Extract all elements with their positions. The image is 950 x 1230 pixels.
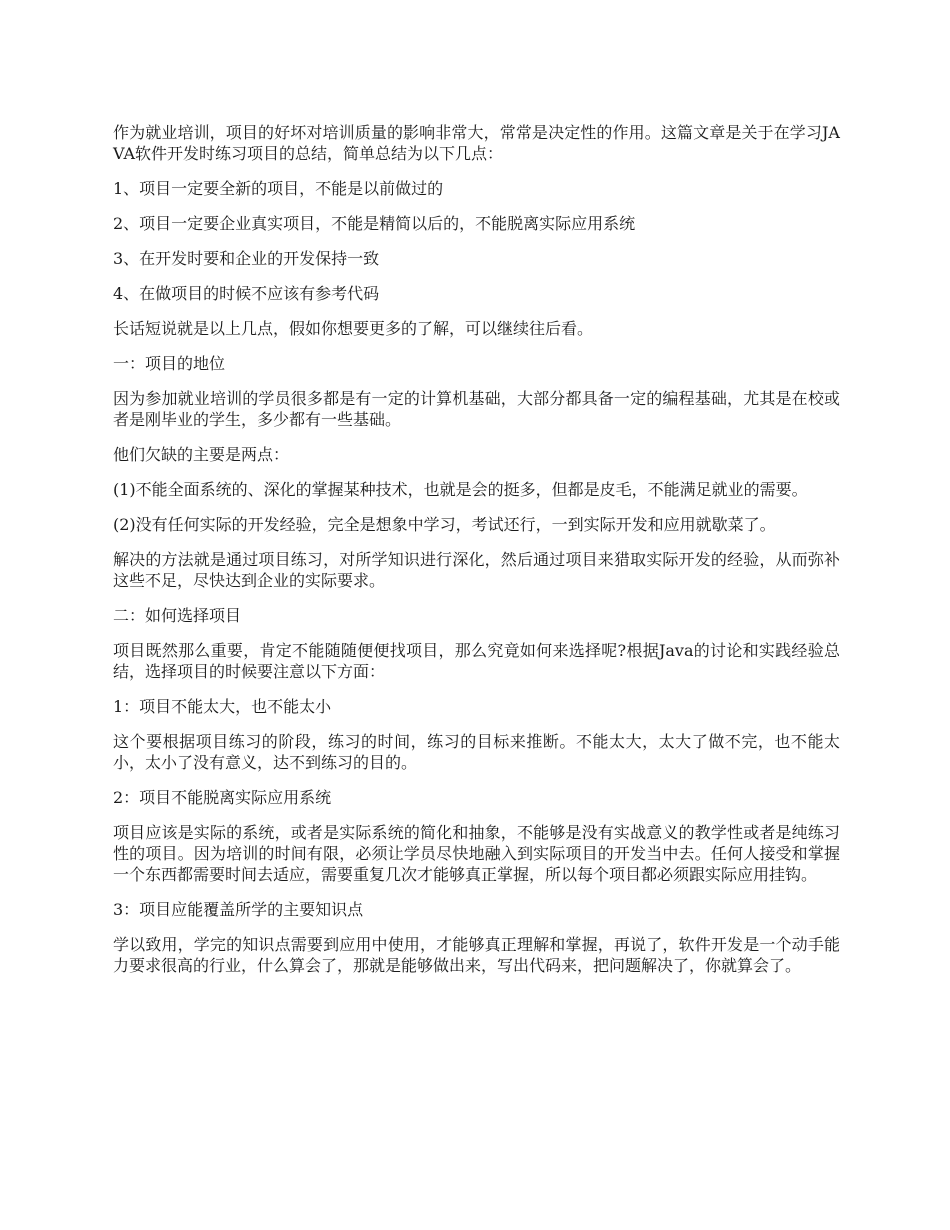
section-heading: 二：如何选择项目 bbox=[113, 606, 242, 625]
body-paragraph: 这个要根据项目练习的阶段，练习的时间，练习的目标来推断。不能太大，太大了做不完，也不能太小，太小了没有意义，达不到练习的目的。 bbox=[113, 732, 840, 772]
section-heading: 一：项目的地位 bbox=[113, 354, 226, 373]
list-item: 1、项目一定要全新的项目，不能是以前做过的 bbox=[113, 179, 444, 198]
body-paragraph: 他们欠缺的主要是两点： bbox=[113, 445, 290, 464]
intro-paragraph: 作为就业培训，项目的好坏对培训质量的影响非常大，常常是决定性的作用。这篇文章是关于在学习JAVA软件开发时练习项目的总结，简单总结为以下几点： bbox=[113, 123, 840, 163]
subsection-heading: 3：项目应能覆盖所学的主要知识点 bbox=[113, 900, 364, 919]
list-item: 3、在开发时要和企业的开发保持一致 bbox=[113, 249, 380, 268]
list-item: (2)没有任何实际的开发经验，完全是想象中学习，考试还行，一到实际开发和应用就歇菜了。 bbox=[113, 515, 776, 534]
list-item: 2、项目一定要企业真实项目，不能是精简以后的，不能脱离实际应用系统 bbox=[113, 214, 636, 233]
subsection-heading: 2：项目不能脱离实际应用系统 bbox=[113, 788, 332, 807]
summary-paragraph: 长话短说就是以上几点，假如你想要更多的了解，可以继续往后看。 bbox=[113, 319, 594, 338]
list-item: (1)不能全面系统的、深化的掌握某种技术，也就是会的挺多，但都是皮毛，不能满足就业的需要。 bbox=[113, 480, 808, 499]
body-paragraph: 学以致用，学完的知识点需要到应用中使用，才能够真正理解和掌握，再说了，软件开发是一个动手能力要求很高的行业，什么算会了，那就是能够做出来，写出代码来，把问题解决了，你就算会了。 bbox=[113, 935, 840, 975]
body-paragraph: 项目应该是实际的系统，或者是实际系统的简化和抽象，不能够是没有实战意义的教学性或者是纯练习性的项目。因为培训的时间有限，必须让学员尽快地融入到实际项目的开发当中去。任何人接受和掌握一个东西都需要时间去适应，需要重复几次才能够真正掌握，所以每个项目都必须跟实际应用挂钩。 bbox=[113, 823, 840, 884]
body-paragraph: 解决的方法就是通过项目练习，对所学知识进行深化，然后通过项目来猎取实际开发的经验，从而弥补这些不足，尽快达到企业的实际要求。 bbox=[113, 550, 840, 590]
subsection-heading: 1：项目不能太大，也不能太小 bbox=[113, 697, 332, 716]
list-item: 4、在做项目的时候不应该有参考代码 bbox=[113, 284, 380, 303]
body-paragraph: 项目既然那么重要，肯定不能随随便便找项目，那么究竟如何来选择呢?根据Java的讨论和实践经验总结，选择项目的时候要注意以下方面： bbox=[113, 641, 840, 681]
body-paragraph: 因为参加就业培训的学员很多都是有一定的计算机基础，大部分都具备一定的编程基础，尤其是在校或者是刚毕业的学生，多少都有一些基础。 bbox=[113, 389, 840, 429]
document-body bbox=[113, 122, 840, 990]
